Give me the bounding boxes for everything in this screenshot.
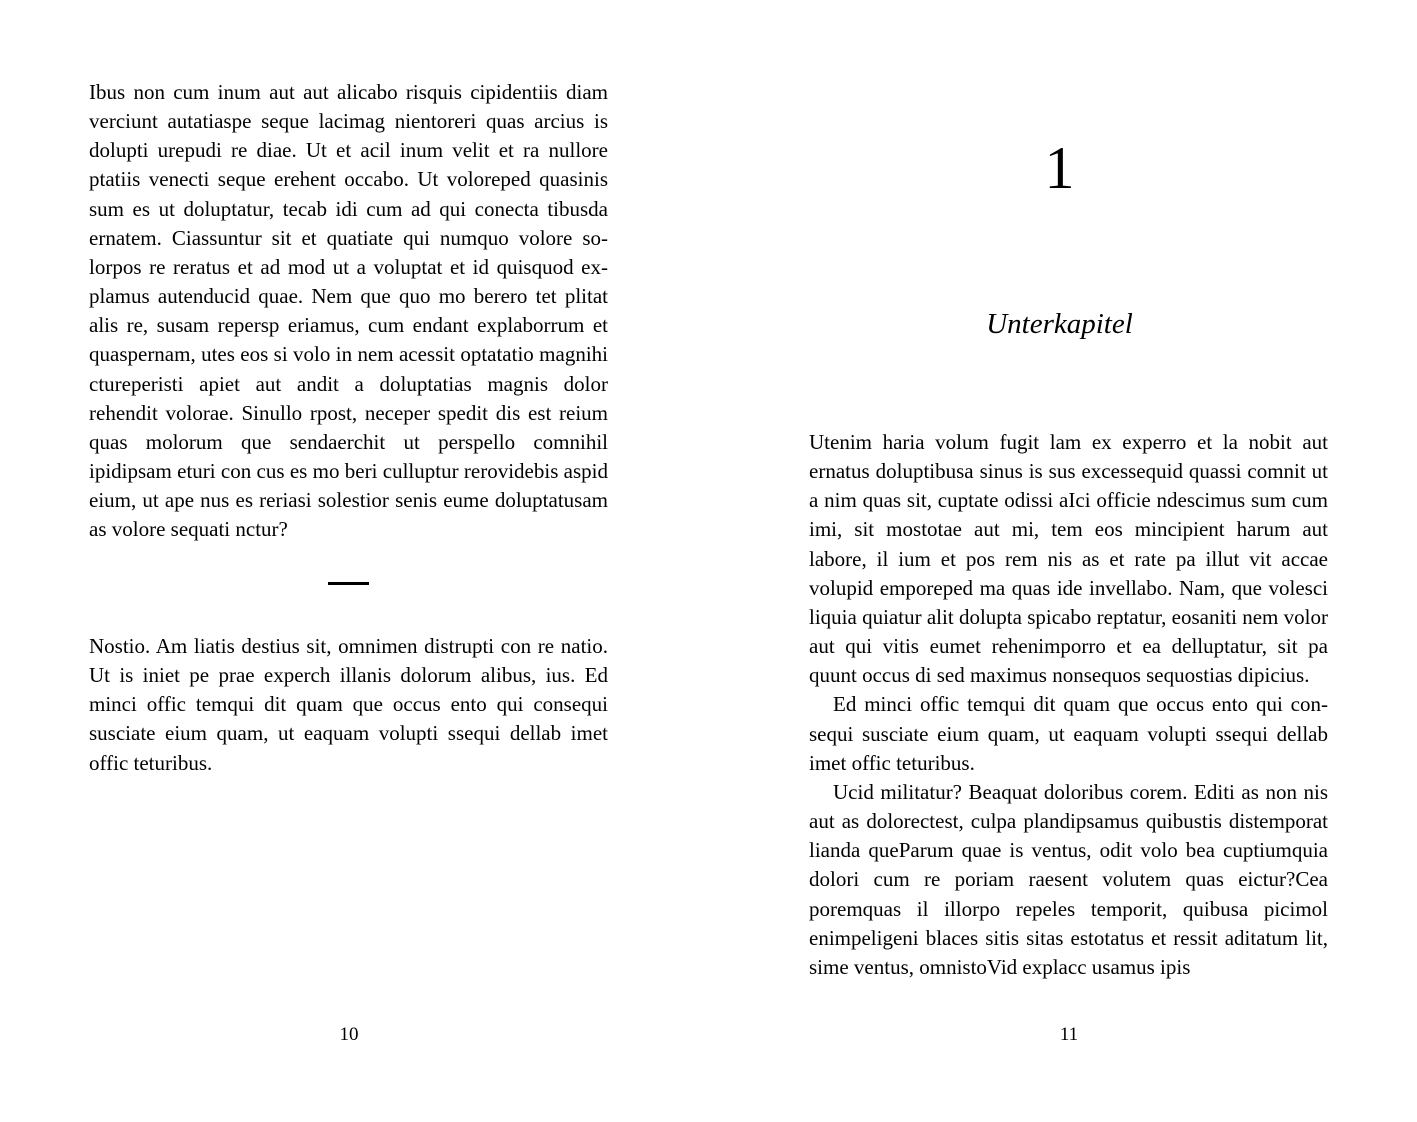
body-paragraph: Ed minci offic temqui dit quam que occus ento qui consequi susciate eium quam, ut eaquam volupti ssequi dellab imet offic teturibus. (809, 692, 1328, 775)
left-page (0, 0, 708, 1122)
body-text-block (89, 78, 608, 545)
body-paragraph: Ibus non cum inum aut aut alicabo risquis cipidentiis diam verciunt autatiaspe seque lacimag nientoreri quas arcius is dolupti urepudi re diae. Ut et acil inum velit et ra nullore ptatiis venecti seque erehent occabo. Ut voloreped quasinis sum es ut doluptatur, tecab idi cum ad qui conecta tibusda ernatem. Ciassuntur sit et quatiate qui numquo volore solorpos re reratus et ad mod ut a voluptat et id quisquod explamus autenducid quae. Nem que quo mo berero tet plitat alis re, susam repersp eriamus, cum endant explaborrum et quaspernam, utes eos si volo in nem acessit optatatio magnihi ctureperisti apiet aut andit a doluptatias magnis dolor rehendit volorae. Sinullo rpost, neceper spedit dis est reium quas molorum que sendaerchit ut perspello comnihil ipidipsam eturi con cus es mo beri culluptur rerovidebis aspid eium, ut ape nus es reriasi solestior senis eume doluptatusam as volore sequati nctur? (89, 80, 608, 542)
section-break-rule (328, 582, 369, 585)
subchapter-title: Unterkapitel (986, 308, 1133, 340)
body-paragraph: Nostio. Am liatis destius sit, omnimen distrupti con re natio. Ut is iniet pe prae experch illanis dolorum alibus, ius. Ed minci offic temqui dit quam que occus ento qui consequi susciate eium quam, ut eaquam volupti ssequi dellab imet offic teturibus. (89, 634, 608, 775)
right-page (708, 0, 1417, 1122)
page-number: 11 (1059, 1024, 1079, 1045)
body-paragraph: Ucid militatur? Beaquat doloribus corem. Editi as non nis aut as dolorectest, culpa plandipsamus quibustis distemporat lianda queParum quae is ventus, odit volo bea cuptiumquia dolori cum re poriam raesent volutem quas eictur?Cea poremquas il illorpo repeles temporit, quibusa picimol enimpeligeni blaces sitis sitas estotatus et ressit aditatum lit, sime ventus, omnistoVid explacc usamus ipis (809, 779, 1328, 979)
chapter-number: 1 (1044, 135, 1075, 201)
body-text-block (809, 428, 1328, 982)
body-text-block (89, 632, 608, 778)
body-paragraph: Utenim haria volum fugit lam ex experro et la nobit aut ernatus doluptibusa sinus is sus excessequid quassi comnit ut a nim quas sit, cuptate odissi aIci officie ndescimus sum cum imi, sit mostotae aut mi, tem eos mincipient harum aut labore, il ium et pos rem nis as et rate pa illut vit accae volupid emporeped ma quas ide invellabo. Nam, que volesci liquia quiatur alit dolupta spicabo reptatur, eosaniti nem volor aut qui vitis eumet rehenimporro et ea delluptatur, sit pa quunt occus di sed maximus nonsequos sequostias dipicius. (809, 430, 1328, 688)
page-number: 10 (339, 1024, 359, 1045)
